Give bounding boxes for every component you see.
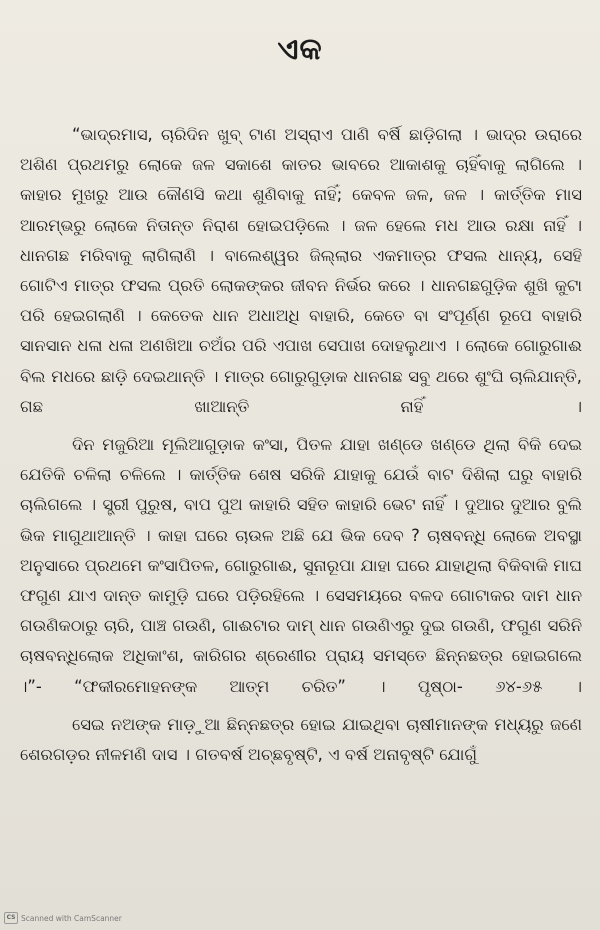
camscanner-icon: CS (4, 912, 18, 924)
paragraph-1: “ଭାଦ୍ରମାସ, ଚାରିଦିନ ଖୁବ୍ ଟାଣ ଅସ୍ରାଏ ପାଣି ବର୍ଷି ଛାଡ଼ିଗଲା । ଭାଦ୍ର ଉରାରେ ଅଶିଣ ପ୍ରଥମରୁ ଲୋକେ ଜଳ ସକାଶେ କାତର ଭାବରେ ଆକାଶକୁ ଚାହିଁବାକୁ ଲାଗିଲେ । କାହାର ମୁଖରୁ ଆଉ କୌଣସି କଥା ଶୁଣିବାକୁ ନାହିଁ; କେବଳ ଜଳ, ଜଳ । କାର୍ତ୍ତିକ ମାସ ଆରମ୍ଭରୁ ଲୋକେ ନିତାନ୍ତ ନିରାଶ ହୋଇପଡ଼ିଲେ । ଜଳ ହେଲେ ମଧ ଆଉ ରକ୍ଷା ନାହିଁ । ଧାନଗଛ ମରିବାକୁ ଲାଗିଲାଣି । ବାଲେଶ୍ୱର ଜିଲ୍ଲାର ଏକମାତ୍ର ଫସଲ ଧାନ୍ୟ, ସେହି ଗୋଟିଏ ମାତ୍ର ଫସଲ ପ୍ରତି ଲୋକଙ୍କର ଜୀବନ ନିର୍ଭର କରେ । ଧାନଗଛଗୁଡ଼ିକ ଶୁଖି କୁଟା ପରି ହେଇଗଲାଣି । କେତେକ ଧାନ ଅଧାଅଧି ବାହାରି, କେତେ ବା ସଂପୂର୍ଣ୍ଣ ରୂପେ ବାହାରି ସାନସାନ ଧଳା ଧଳା ଅଣଖିଆ ଚଅଁର ପରି ଏପାଖ ସେପାଖ ଦୋହଲୁଥାଏ । ଲୋକେ ଗୋରୁଗାଈ ବିଲ ମଧରେ ଛାଡ଼ି ଦେଇଥାନ୍ତି । ମାତ୍ର ଗୋରୁଗୁଡ଼ାକ ଧାନଗଛ ସବୁ ଥରେ ଶୁଂଘି ଚାଲିଯାନ୍ତି, ଗଛ ଖାଆନ୍ତି ନାହିଁ । (20, 125, 582, 416)
page-title: ଏକ (277, 32, 323, 67)
scanner-watermark (4, 912, 122, 924)
body-text (20, 120, 582, 770)
paragraph-2: ଦିନ ମଜୁରିଆ ମୂଲିଆଗୁଡ଼ାକ କଂସା, ପିତଳ ଯାହା ଖଣ୍ଡେ ଖଣ୍ଡେ ଥିଲା ବିକି ଦେଇ ଯେତିକି ଚଳିଲା ଚଳିଲେ । କାର୍ତ୍ତିକ ଶେଷ ସରିକି ଯାହାକୁ ଯେଉଁ ବାଟ ଦିଶିଲା ଘରୁ ବାହାରି ଚାଲିଗଲେ । ସ୍ତ୍ରୀ ପୁରୁଷ, ବାପ ପୁଅ କାହାରି ସହିତ କାହାରି ଭେଟ ନାହିଁ । ଦୁଆର ଦୁଆର ବୁଲି ଭିକ ମାଗୁଥାଆନ୍ତି । କାହା ଘରେ ଚାଉଳ ଅଛି ଯେ ଭିକ ଦେବ ? ଚାଷବନ୍ଧି ଲୋକେ ଅବସ୍ଥା ଅନୁସାରେ ପ୍ରଥମେ କଂସାପିତଳ, ଗୋରୁଗାଈ, ସୁନାରୂପା ଯାହା ଘରେ ଯାହାଥିଲା ବିକିବାକି ମାଘ ଫଗୁଣ ଯାଏ ଦାନ୍ତ କାମୁଡ଼ି ଘରେ ପଡ଼ିରହିଲେ । ସେସମୟରେ ବଳଦ ଗୋଟାକର ଦାମ ଧାନ ଗଉଣିକଠାରୁ ଚାରି, ପାଞ୍ଚ ଗଉଣି, ଗାଈଟାର ଦାମ୍ ଧାନ ଗଉଣିଏରୁ ଦୁଇ ଗଉଣି, ଫଗୁଣ ସରିନି ଚାଷବନ୍ଧିଲୋକ ଅଧିକାଂଶ, କାରିଗର ଶ୍ରେଣୀର ପ୍ରାୟ ସମସ୍ତେ ଛିନ୍ନଛତ୍ର ହୋଇଗଲେ ।”- “ଫକୀରମୋହନଙ୍କ ଆତ୍ମ ଚରିତ” । ପୃଷ୍ଠା- ୬୪-୬୫ । (20, 435, 582, 696)
paragraph-3: ସେଇ ନଅଙ୍କ ମାଡ଼ୁଆ ଛିନ୍ନଛତ୍ର ହୋଇ ଯାଇଥିବା ଚାଷୀମାନଙ୍କ ମଧ୍ୟରୁ ଜଣେ ଶେରଗଡ଼ର ନୀଳମଣି ଦାସ । ଗତବର୍ଷ ଅଚ୍ଛବୃଷ୍ଟି, ଏ ବର୍ଷ ଅନାବୃଷ୍ଟି ଯୋଗୁଁ (20, 714, 582, 765)
watermark-text: Scanned with CamScanner (21, 913, 122, 923)
